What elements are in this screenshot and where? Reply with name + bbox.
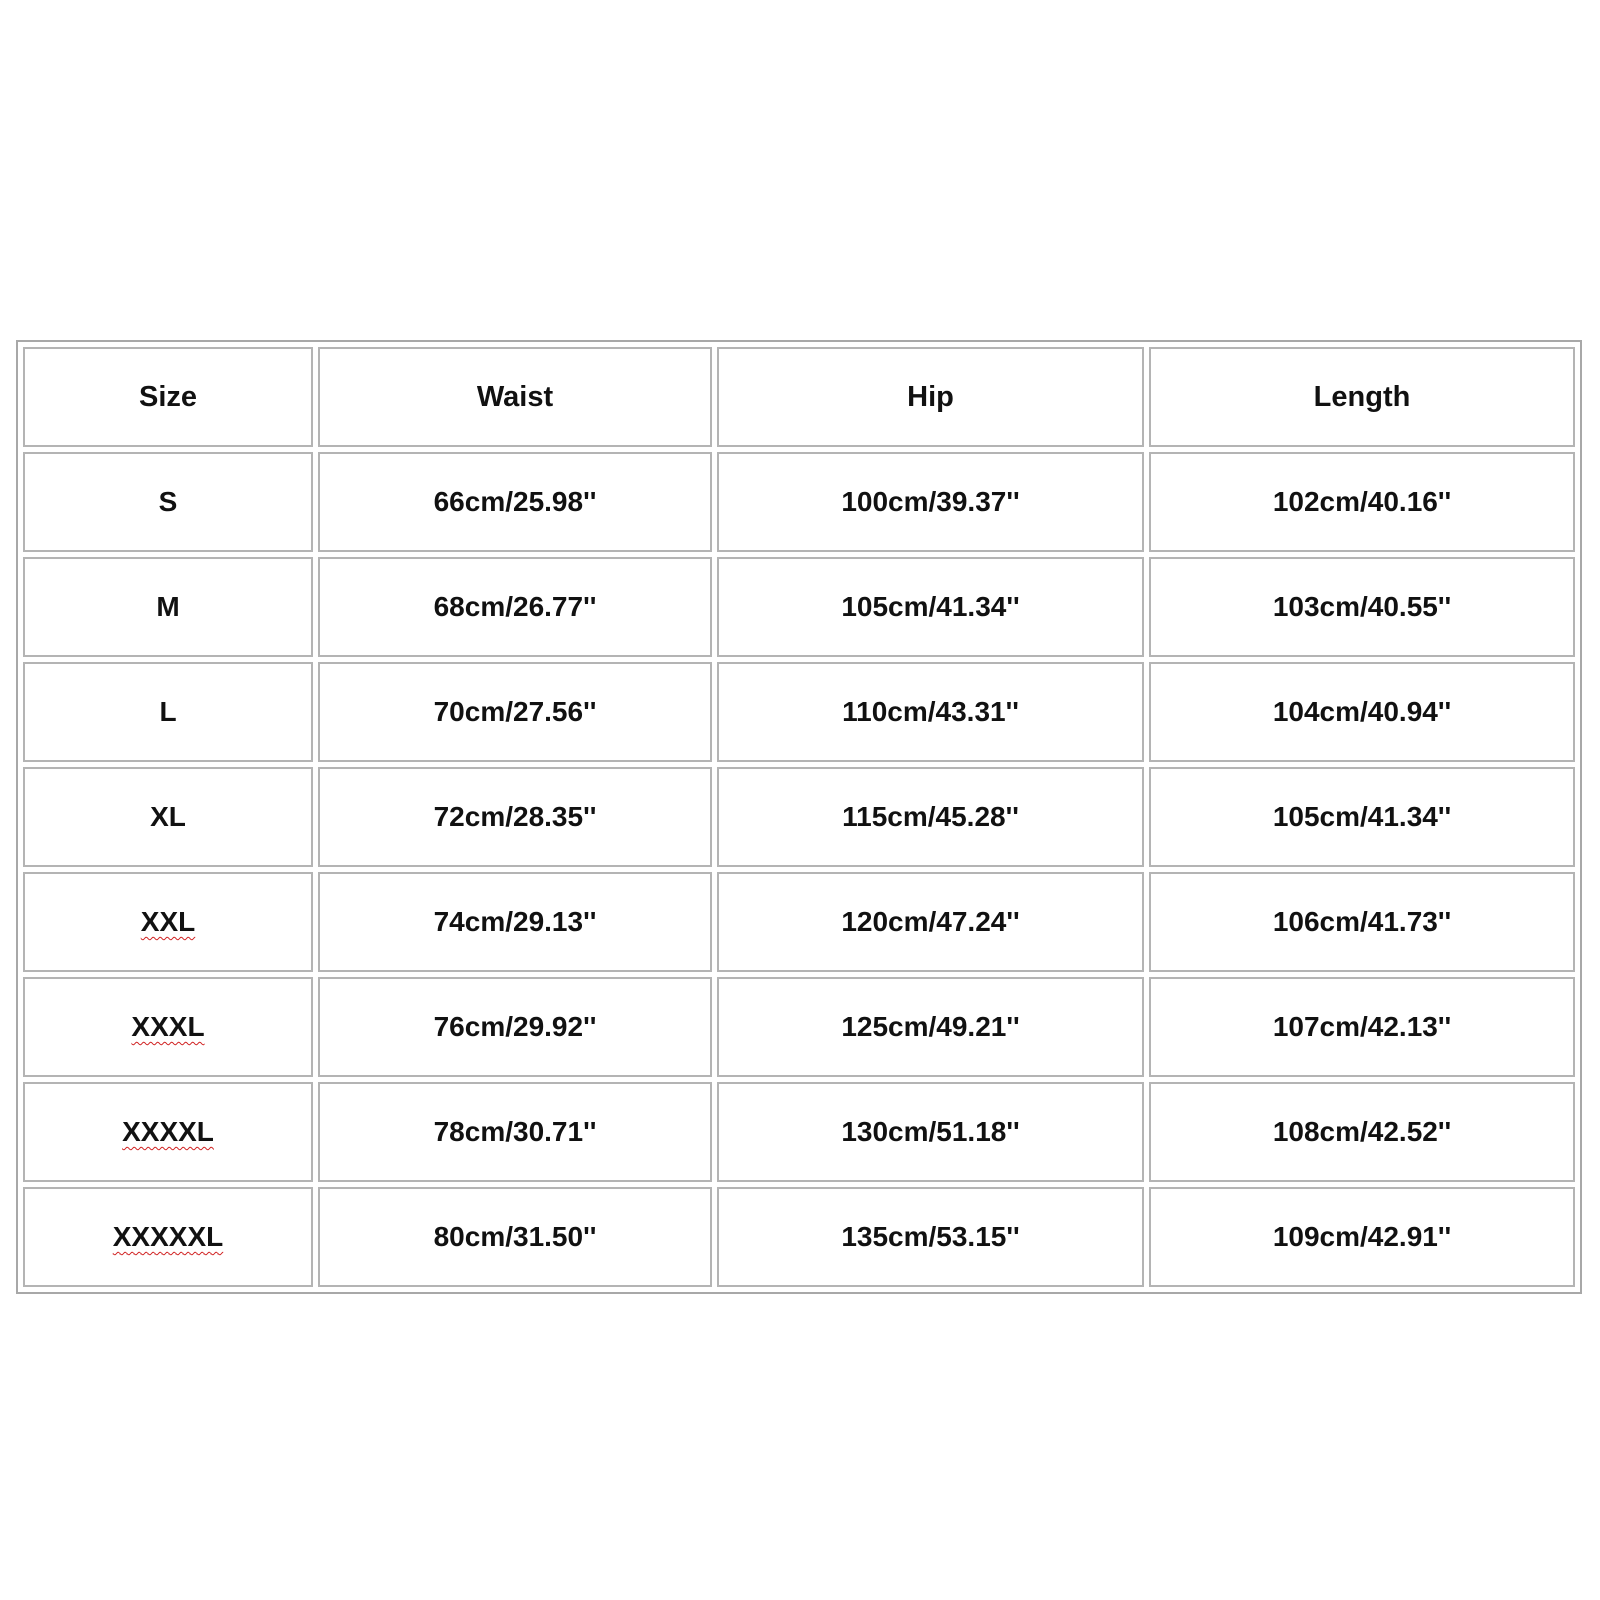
length-cell: 106cm/41.73'': [1149, 872, 1575, 972]
length-cell: 107cm/42.13'': [1149, 977, 1575, 1077]
table-row: [23, 1082, 1575, 1182]
waist-cell: 74cm/29.13'': [318, 872, 712, 972]
hip-cell: 110cm/43.31'': [717, 662, 1144, 762]
hip-cell: 105cm/41.34'': [717, 557, 1144, 657]
table-row: [23, 872, 1575, 972]
header-waist: Waist: [318, 347, 712, 447]
length-cell: 108cm/42.52'': [1149, 1082, 1575, 1182]
length-cell: 102cm/40.16'': [1149, 452, 1575, 552]
waist-cell: 72cm/28.35'': [318, 767, 712, 867]
hip-cell: 100cm/39.37'': [717, 452, 1144, 552]
size-cell: [23, 977, 313, 1077]
size-cell: M: [23, 557, 313, 657]
size-cell: XL: [23, 767, 313, 867]
hip-cell: 120cm/47.24'': [717, 872, 1144, 972]
waist-cell: 76cm/29.92'': [318, 977, 712, 1077]
table-row: [23, 557, 1575, 657]
size-label: XXXXL: [122, 1116, 214, 1147]
size-label: XXL: [140, 906, 196, 937]
table-row: [23, 977, 1575, 1077]
hip-cell: 130cm/51.18'': [717, 1082, 1144, 1182]
length-cell: 105cm/41.34'': [1149, 767, 1575, 867]
size-cell: [23, 1082, 313, 1182]
waist-cell: 70cm/27.56'': [318, 662, 712, 762]
waist-cell: 78cm/30.71'': [318, 1082, 712, 1182]
hip-cell: 115cm/45.28'': [717, 767, 1144, 867]
size-cell: L: [23, 662, 313, 762]
size-cell: [23, 872, 313, 972]
hip-cell: 125cm/49.21'': [717, 977, 1144, 1077]
size-chart-table: [16, 340, 1582, 1294]
waist-cell: 66cm/25.98'': [318, 452, 712, 552]
length-cell: 104cm/40.94'': [1149, 662, 1575, 762]
header-size: Size: [23, 347, 313, 447]
header-hip: Hip: [717, 347, 1144, 447]
size-cell: S: [23, 452, 313, 552]
table-row: [23, 767, 1575, 867]
length-cell: 109cm/42.91'': [1149, 1187, 1575, 1287]
table-row: [23, 1187, 1575, 1287]
header-length: Length: [1149, 347, 1575, 447]
hip-cell: 135cm/53.15'': [717, 1187, 1144, 1287]
table-row: [23, 662, 1575, 762]
header-row: [23, 347, 1575, 447]
size-cell: [23, 1187, 313, 1287]
table-row: [23, 452, 1575, 552]
length-cell: 103cm/40.55'': [1149, 557, 1575, 657]
waist-cell: 68cm/26.77'': [318, 557, 712, 657]
size-label: XXXXXL: [112, 1221, 224, 1252]
size-label: XXXL: [131, 1011, 205, 1042]
waist-cell: 80cm/31.50'': [318, 1187, 712, 1287]
